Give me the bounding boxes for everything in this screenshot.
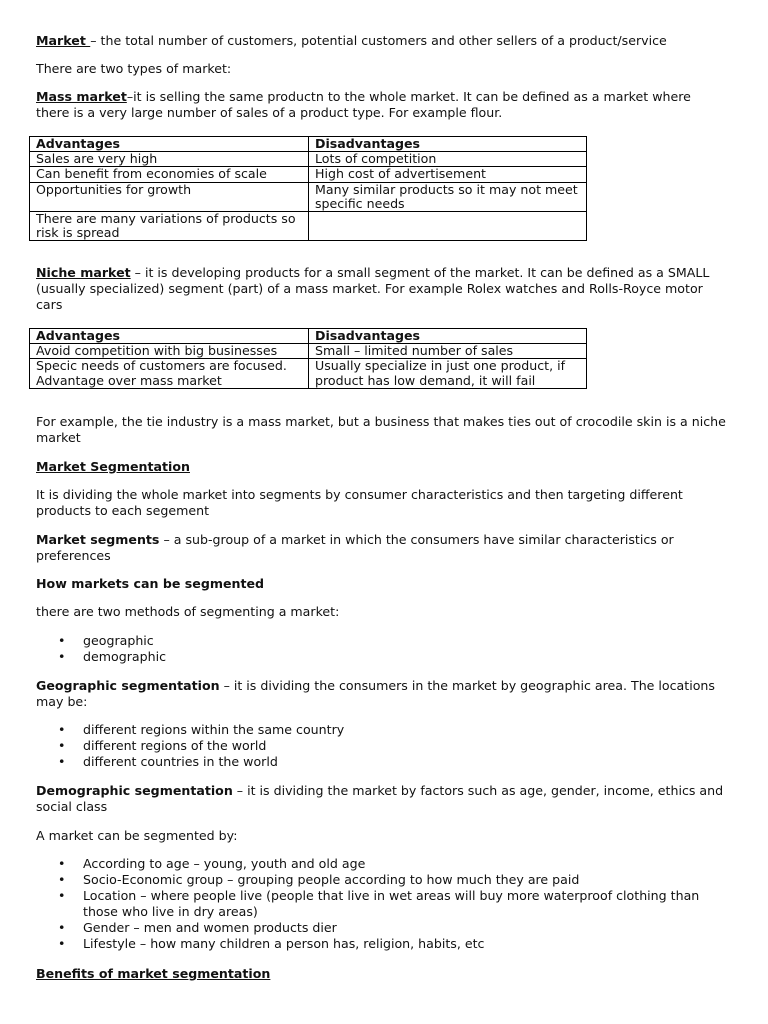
term-geographic: Geographic segmentation <box>36 678 220 693</box>
list-item <box>36 856 728 872</box>
table-row <box>30 359 587 388</box>
heading-benefits: Benefits of market segmentation <box>36 966 271 981</box>
list-item-text: Lifestyle – how many children a person has, religion, habits, etc <box>83 936 485 951</box>
geographic-text: – it is dividing the consumers in the market by geographic area. The locations may be: <box>36 678 715 709</box>
segmentation-definition: It is dividing the whole market into segments by consumer characteristics and then targeting different products to each segement <box>36 487 683 518</box>
bullet: • <box>58 920 66 935</box>
table-cell: Avoid competition with big businesses <box>30 344 309 359</box>
table-header-row <box>30 137 587 152</box>
list-item <box>36 936 728 952</box>
table-cell: There are many variations of products so risk is spread <box>30 212 309 241</box>
table-cell: Specic needs of customers are focused. Advantage over mass market <box>30 359 309 388</box>
term-demographic: Demographic segmentation <box>36 783 233 798</box>
list-item-text: different regions of the world <box>83 738 267 753</box>
term-market-segments: Market segments <box>36 532 160 547</box>
table-header-cell: Disadvantages <box>309 329 587 344</box>
list-item-text: geographic <box>83 633 154 648</box>
bullet: • <box>58 872 66 887</box>
two-types-text: There are two types of market: <box>36 61 232 76</box>
term-mass-market: Mass market <box>36 89 127 104</box>
market-definition-text: – the total number of customers, potential customers and other sellers of a product/service <box>90 33 667 48</box>
list-item <box>36 738 728 754</box>
list-item-text: demographic <box>83 649 167 664</box>
table-row <box>30 167 587 182</box>
locations-list <box>36 722 728 770</box>
table-cell: Small – limited number of sales <box>309 344 587 359</box>
tie-industry-example: For example, the tie industry is a mass market, but a business that makes ties out of crocodile skin is a niche market <box>36 414 726 445</box>
table-header-cell: Advantages <box>30 329 309 344</box>
mass-market-definition <box>36 89 728 121</box>
bullet: • <box>58 888 66 903</box>
list-item <box>36 754 728 770</box>
table-cell: Can benefit from economies of scale <box>30 167 309 182</box>
market-definition <box>36 33 728 49</box>
list-item-text: According to age – young, youth and old age <box>83 856 366 871</box>
list-item <box>36 722 728 738</box>
bullet: • <box>58 649 66 664</box>
list-item-text: Gender – men and women products dier <box>83 920 337 935</box>
bullet: • <box>58 936 66 951</box>
table-row <box>30 182 587 211</box>
segmented-by-list <box>36 856 728 952</box>
list-item-text: Socio-Economic group – grouping people according to how much they are paid <box>83 872 580 887</box>
list-item-text: different countries in the world <box>83 754 278 769</box>
mass-market-text: –it is selling the same productn to the whole market. It can be defined as a market where there is a very large number of sales of a product type. For example flour. <box>36 89 691 120</box>
term-niche-market: Niche market <box>36 265 131 280</box>
heading-market-segmentation: Market Segmentation <box>36 459 190 474</box>
demographic-definition <box>36 783 728 815</box>
mass-market-table <box>29 136 587 241</box>
methods-list <box>36 633 728 665</box>
list-item-text: different regions within the same country <box>83 722 345 737</box>
market-segments-definition <box>36 532 728 564</box>
table-cell: Sales are very high <box>30 152 309 167</box>
list-item <box>36 920 728 936</box>
table-row <box>30 152 587 167</box>
table-header-cell: Advantages <box>30 137 309 152</box>
list-item <box>36 633 728 649</box>
bullet: • <box>58 633 66 648</box>
niche-market-text: – it is developing products for a small segment of the market. It can be defined as a SMALL (usually specialized) segment (part) of a mass market. For example Rolex watches and Rolls-Royce motor cars <box>36 265 710 312</box>
bullet: • <box>58 754 66 769</box>
niche-market-definition <box>36 265 728 313</box>
list-item <box>36 649 728 665</box>
heading-how-segmented: How markets can be segmented <box>36 576 265 591</box>
term-market: Market <box>36 33 91 48</box>
two-methods-text: there are two methods of segmenting a market: <box>36 604 340 619</box>
niche-market-table <box>29 328 587 389</box>
geographic-definition <box>36 678 728 710</box>
table-cell: High cost of advertisement <box>309 167 587 182</box>
bullet: • <box>58 856 66 871</box>
list-item <box>36 872 728 888</box>
bullet: • <box>58 738 66 753</box>
list-item-text: Location – where people live (people that live in wet areas will buy more waterproof clothing than those who live in dry areas) <box>83 888 700 919</box>
list-item <box>36 888 728 920</box>
table-cell <box>309 212 587 241</box>
table-header-cell: Disadvantages <box>309 137 587 152</box>
table-row <box>30 212 587 241</box>
table-cell: Lots of competition <box>309 152 587 167</box>
market-segments-text: – a sub-group of a market in which the consumers have similar characteristics or preferences <box>36 532 674 563</box>
table-row <box>30 344 587 359</box>
demographic-text: – it is dividing the market by factors such as age, gender, income, ethics and social class <box>36 783 724 814</box>
table-header-row <box>30 329 587 344</box>
bullet: • <box>58 722 66 737</box>
table-cell: Opportunities for growth <box>30 182 309 211</box>
segmented-by-text: A market can be segmented by: <box>36 828 238 843</box>
table-cell: Usually specialize in just one product, if product has low demand, it will fail <box>309 359 587 388</box>
table-cell: Many similar products so it may not meet specific needs <box>309 182 587 211</box>
